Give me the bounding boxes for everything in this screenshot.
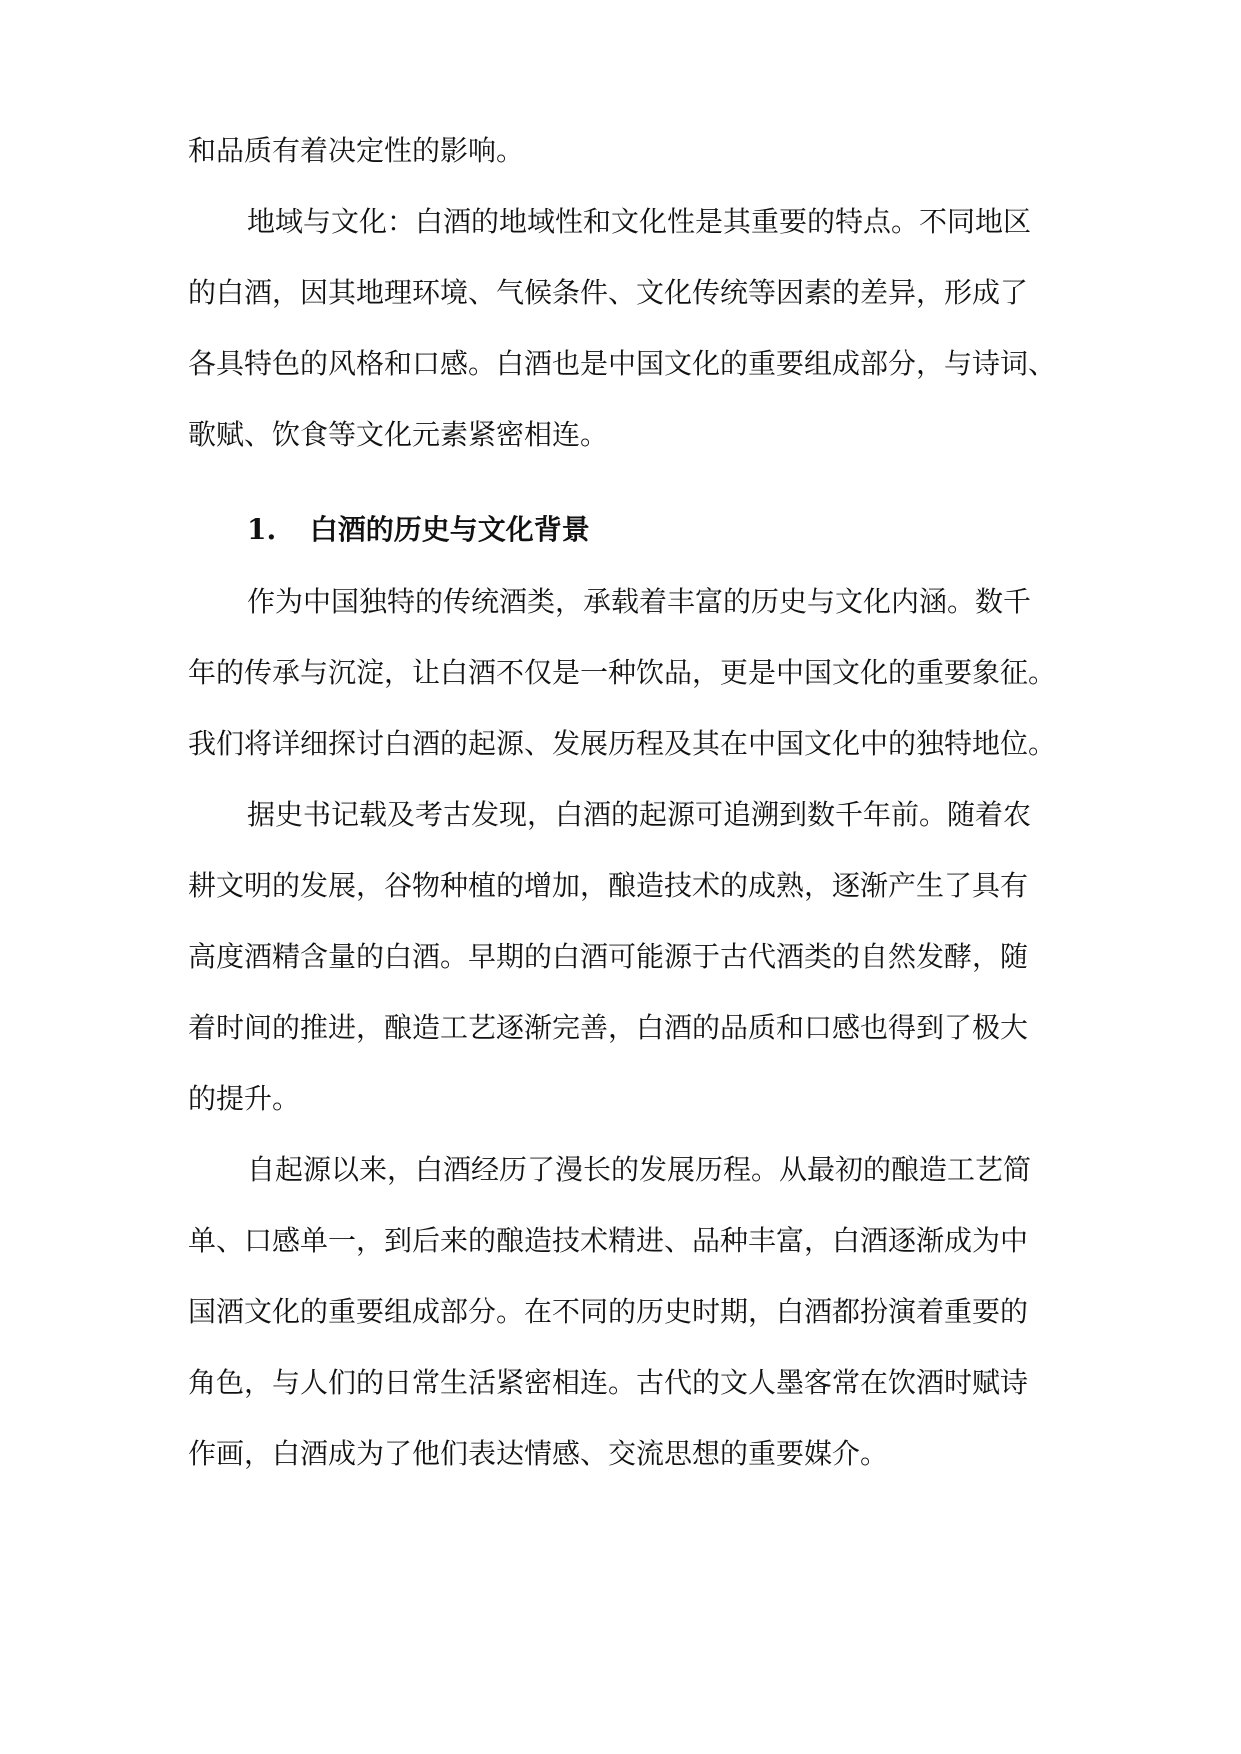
paragraph-line: 各具特色的风格和口感。白酒也是中国文化的重要组成部分，与诗词、 [188, 347, 1057, 380]
paragraph-line: 歌赋、饮食等文化元素紧密相连。 [188, 418, 609, 451]
paragraph-line: 单、口感单一，到后来的酿造技术精进、品种丰富，白酒逐渐成为中 [188, 1224, 1029, 1257]
paragraph-line: 和品质有着决定性的影响。 [188, 134, 525, 167]
paragraph-line: 着时间的推进，酿造工艺逐渐完善，白酒的品质和口感也得到了极大 [188, 1011, 1029, 1044]
section-title: 白酒的历史与文化背景 [309, 513, 590, 546]
paragraph-line: 耕文明的发展，谷物种植的增加，酿造技术的成熟，逐渐产生了具有 [188, 869, 1029, 902]
section-number: 1. [247, 513, 277, 546]
paragraph-line: 我们将详细探讨白酒的起源、发展历程及其在中国文化中的独特地位。 [188, 727, 1057, 760]
paragraph-line: 年的传承与沉淀，让白酒不仅是一种饮品，更是中国文化的重要象征。 [188, 656, 1057, 689]
paragraph-line: 国酒文化的重要组成部分。在不同的历史时期，白酒都扮演着重要的 [188, 1295, 1029, 1328]
paragraph-line: 据史书记载及考古发现，白酒的起源可追溯到数千年前。随着农 [247, 798, 1032, 831]
paragraph-line: 的提升。 [188, 1082, 301, 1115]
paragraph-line: 高度酒精含量的白酒。早期的白酒可能源于古代酒类的自然发酵，随 [188, 940, 1029, 973]
paragraph-line: 的白酒，因其地理环境、气候条件、文化传统等因素的差异，形成了 [188, 276, 1029, 309]
paragraph-line: 作为中国独特的传统酒类，承载着丰富的历史与文化内涵。数千 [247, 585, 1032, 618]
paragraph-line: 作画，白酒成为了他们表达情感、交流思想的重要媒介。 [188, 1437, 889, 1470]
paragraph-line: 地域与文化：白酒的地域性和文化性是其重要的特点。不同地区 [247, 205, 1032, 238]
paragraph-line: 自起源以来，白酒经历了漫长的发展历程。从最初的酿造工艺简 [247, 1153, 1032, 1186]
section-heading [247, 508, 590, 552]
paragraph-line: 角色，与人们的日常生活紧密相连。古代的文人墨客常在饮酒时赋诗 [188, 1366, 1029, 1399]
